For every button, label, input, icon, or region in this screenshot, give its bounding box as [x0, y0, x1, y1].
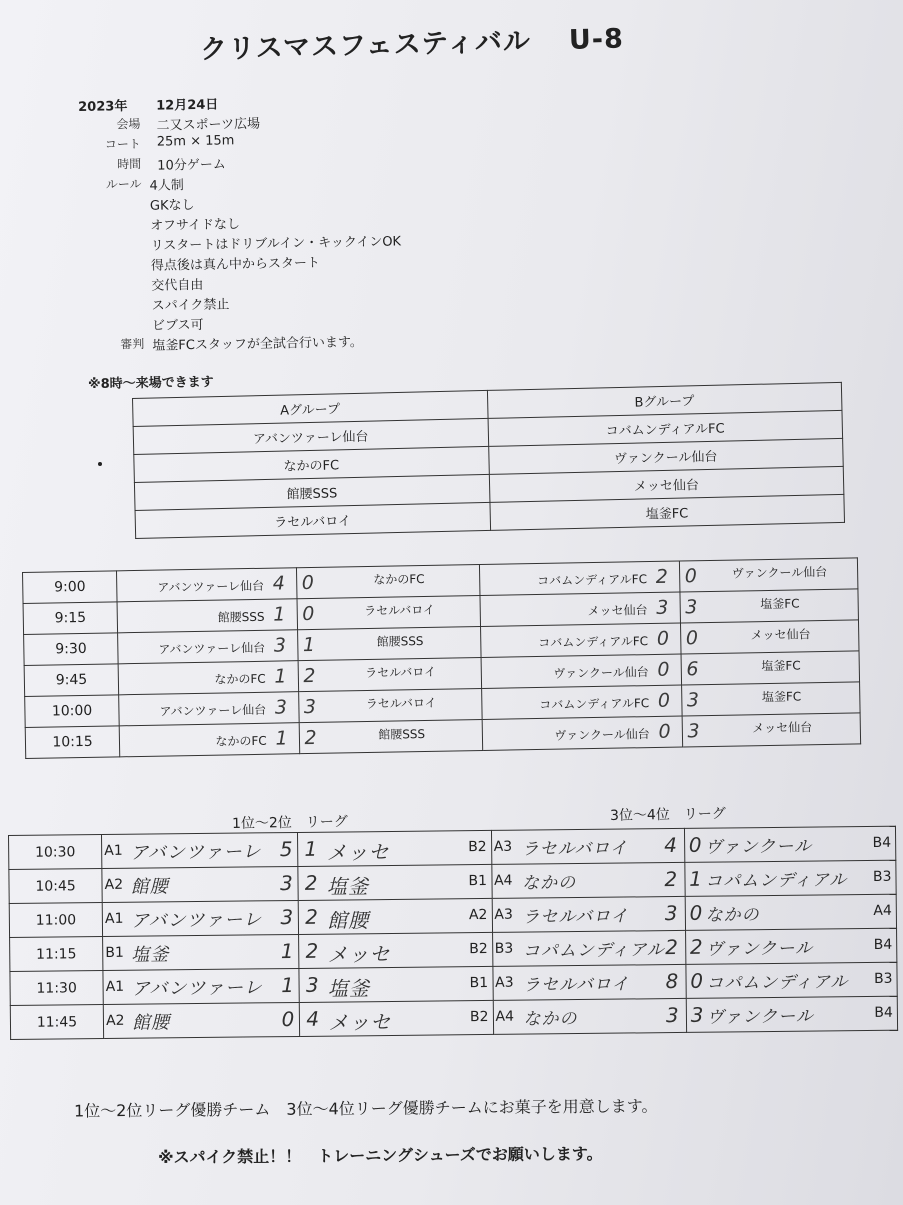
rule-label: ルール: [105, 176, 142, 192]
match-time: 9:15: [23, 602, 118, 635]
away-team: なかの: [705, 905, 760, 926]
group-a-home-cell: [118, 630, 298, 664]
home-score: 4: [272, 572, 286, 595]
away-score: 0: [302, 602, 315, 626]
group-b-team: メッセ仙台: [489, 466, 844, 502]
match-time: 10:45: [9, 869, 102, 904]
away-team: 塩釜FC: [761, 689, 802, 705]
away-score: 3: [690, 1002, 705, 1027]
home-score: 2: [665, 934, 680, 960]
seed-code: A1: [104, 842, 123, 859]
group-b-team: コバムンディアルFC: [488, 410, 843, 446]
year: 2023年: [78, 99, 128, 115]
home-team: コパムンディアル: [522, 940, 665, 962]
title-text: クリスマスフェスティバル: [199, 25, 532, 66]
group-a-team: ラセルバロイ: [135, 502, 490, 538]
seed-code: A3: [495, 974, 514, 991]
group-b-home-cell: [479, 561, 679, 595]
bottom-away-cell: [686, 962, 898, 998]
home-team: ラセルバロイ: [523, 974, 630, 996]
bottom-home-cell: [492, 896, 686, 932]
home-score: 1: [274, 665, 287, 688]
away-score: 0: [690, 968, 705, 993]
away-score: 3: [686, 689, 700, 712]
seed-code: B3: [494, 940, 514, 957]
home-team: なかの: [523, 1009, 578, 1030]
home-score: 3: [274, 696, 288, 719]
seed-code: B2: [468, 838, 487, 856]
bottom-home-cell: [491, 862, 685, 898]
away-team: ラセルバロイ: [365, 664, 437, 681]
home-score: 0: [658, 720, 671, 743]
away-score: 2: [304, 870, 319, 895]
home-team: ヴァンクール仙台: [554, 727, 650, 743]
home-score: 2: [664, 866, 679, 892]
rule-item: 4人制: [149, 178, 184, 194]
home-score: 1: [275, 727, 288, 750]
group-a-away-cell: [297, 596, 481, 630]
spike-warning: ※スパイク禁止！！ トレーニングシューズでお願いします。: [157, 1144, 603, 1167]
seed-code: B1: [468, 872, 488, 890]
away-score: 0: [685, 627, 699, 650]
top-home-cell: [102, 866, 299, 902]
away-team: ラセルバロイ: [364, 602, 436, 619]
rule-item: 得点後は真ん中からスタート: [150, 255, 321, 274]
away-score: 3: [685, 596, 698, 619]
home-team: なかのFC: [215, 733, 267, 749]
league-top-header: 1位～2位 リーグ: [231, 813, 348, 833]
home-score: 3: [280, 905, 295, 930]
group-b-team: ヴァンクール仙台: [488, 438, 843, 474]
home-team: 館腰: [130, 876, 169, 898]
home-score: 3: [656, 596, 669, 619]
seed-code: A3: [493, 838, 513, 855]
bottom-away-cell: [684, 826, 896, 862]
final-league-schedule: [8, 826, 898, 1040]
group-a-home-cell: [117, 599, 297, 633]
home-score: 4: [664, 832, 678, 858]
away-score: 1: [304, 836, 319, 861]
rule-item: リスタートはドリブルイン・キックインOK: [150, 234, 402, 254]
time-label: 時間: [117, 156, 142, 172]
seed-code: A1: [105, 978, 125, 995]
group-a-team: なかのFC: [134, 446, 489, 482]
home-score: 1: [273, 603, 286, 626]
away-team: なかのFC: [373, 571, 425, 587]
away-score: 0: [688, 832, 703, 857]
away-team: ヴァンクール仙台: [731, 564, 828, 581]
group-b-away-cell: [680, 589, 859, 623]
home-team: ラセルバロイ: [522, 906, 629, 928]
group-b-away-cell: [680, 620, 859, 654]
seed-code: A4: [873, 902, 892, 919]
seed-code: A2: [468, 906, 488, 924]
group-a-team: 館腰SSS: [134, 474, 489, 510]
home-team: 館腰: [131, 1012, 171, 1034]
home-team: コバムンディアルFC: [537, 572, 648, 589]
away-team: 館腰: [327, 908, 370, 933]
rule-item: GKなし: [149, 197, 195, 214]
away-score: 4: [306, 1006, 321, 1031]
top-home-cell: [102, 900, 299, 936]
away-score: 0: [689, 900, 704, 925]
home-team: なかの: [521, 873, 577, 894]
away-team: 塩釜: [327, 976, 371, 1001]
rule-item: ビブス可: [151, 317, 204, 334]
away-team: ラセルバロイ: [365, 695, 437, 712]
home-team: アバンツァーレ: [131, 977, 263, 1000]
away-score: 0: [684, 565, 698, 588]
away-score: 1: [689, 866, 704, 891]
home-team: コバムンディアルFC: [539, 696, 650, 712]
home-team: 塩釜: [131, 944, 170, 966]
home-score: 0: [657, 689, 671, 712]
date: 12月24日: [156, 97, 219, 114]
away-team: 館腰SSS: [376, 634, 424, 649]
match-time: 10:00: [25, 695, 120, 728]
group-a-away-cell: [297, 627, 481, 661]
home-team: コバムンディアルFC: [538, 634, 649, 650]
top-away-cell: [299, 898, 493, 934]
bottom-home-cell: [491, 828, 685, 864]
bottom-home-cell: [492, 930, 686, 966]
seed-code: A4: [493, 872, 513, 889]
away-score: 1: [302, 633, 316, 657]
match-time: 11:45: [10, 1005, 103, 1040]
event-info: [78, 88, 542, 356]
seed-code: B1: [469, 974, 489, 992]
away-team: メッセ仙台: [752, 720, 813, 736]
bottom-away-cell: [685, 928, 897, 964]
away-score: 6: [686, 658, 699, 681]
away-team: ヴァンクール: [704, 836, 813, 858]
referee-label: 審判: [120, 336, 145, 352]
rule-item: オフサイドなし: [150, 217, 241, 234]
group-a-home-cell: [119, 723, 299, 757]
group-b-home-cell: [482, 716, 682, 750]
home-score: 2: [655, 565, 669, 588]
seed-code: B3: [873, 970, 893, 987]
top-home-cell: [102, 832, 299, 868]
venue-label: 会場: [116, 116, 141, 132]
away-team: 塩釜FC: [761, 658, 801, 674]
top-away-cell: [300, 1000, 494, 1036]
home-team: メッセ仙台: [587, 603, 648, 619]
home-score: 0: [281, 1007, 296, 1032]
league-bottom-header: 3位～4位 リーグ: [609, 805, 726, 825]
group-b-home-cell: [482, 685, 682, 719]
away-score: 3: [687, 720, 700, 743]
away-team: メッセ: [327, 942, 391, 967]
home-score: 3: [664, 900, 679, 926]
away-team: コパムンディアル: [706, 972, 849, 994]
seed-code: B4: [874, 1004, 893, 1021]
top-home-cell: [103, 1002, 300, 1038]
away-team: 塩釜: [326, 874, 369, 899]
bottom-away-cell: [685, 860, 897, 896]
home-team: ラセルバロイ: [521, 838, 629, 860]
away-score: 0: [301, 571, 315, 595]
seed-code: A4: [495, 1008, 515, 1025]
court-label: コート: [104, 136, 141, 152]
away-team: メッセ仙台: [750, 627, 811, 643]
away-team: メッセ: [328, 1009, 392, 1035]
rule-item: 交代自由: [151, 277, 204, 294]
home-score: 5: [279, 837, 294, 862]
title-age-category: U-8: [568, 23, 625, 56]
group-b-away-cell: [681, 682, 860, 716]
seed-code: B2: [469, 1008, 489, 1026]
bottom-home-cell: [492, 964, 686, 1000]
seed-code: B1: [105, 944, 124, 961]
rule-item: スパイク禁止: [151, 297, 230, 314]
home-score: 3: [665, 1002, 680, 1028]
group-a-home-cell: [118, 661, 298, 695]
seed-code: B4: [872, 834, 892, 851]
home-team: 館腰SSS: [217, 609, 265, 625]
seed-code: A2: [104, 876, 124, 893]
match-time: 9:45: [24, 664, 119, 697]
group-b-team: 塩釜FC: [489, 494, 844, 530]
away-score: 2: [305, 938, 320, 963]
away-score: 2: [303, 664, 316, 688]
group-a-home-cell: [119, 692, 299, 726]
top-home-cell: [103, 934, 300, 970]
court-value: 25m × 15m: [156, 133, 235, 150]
home-team: アバンツァーレ仙台: [158, 640, 266, 657]
seed-code: A2: [105, 1012, 125, 1029]
venue-value: 二又スポーツ広場: [156, 116, 261, 134]
away-team: 館腰SSS: [378, 726, 426, 742]
match-time: 9:30: [24, 633, 119, 666]
home-score: 0: [657, 658, 670, 681]
match-time: 11:30: [10, 971, 103, 1006]
match-time: 11:00: [9, 903, 102, 938]
group-a-header: Aグループ: [133, 390, 488, 426]
away-score: 2: [304, 726, 317, 750]
away-team: 塩釜FC: [760, 596, 800, 612]
home-team: アバンツァーレ: [130, 909, 263, 932]
bottom-home-cell: [493, 998, 687, 1034]
arrival-note: ※8時～来場できます: [87, 374, 214, 393]
home-team: ヴァンクール仙台: [553, 665, 649, 681]
group-b-home-cell: [480, 592, 680, 626]
top-home-cell: [103, 968, 300, 1004]
away-score: 2: [305, 904, 320, 929]
time-value: 10分ゲーム: [157, 157, 226, 174]
group-a-team: アバンツァーレ仙台: [133, 418, 488, 454]
match-time: 11:15: [10, 937, 103, 972]
group-a-away-cell: [296, 565, 480, 599]
group-b-home-cell: [481, 623, 681, 657]
page-title: [200, 16, 625, 66]
bottom-away-cell: [685, 894, 897, 930]
away-team: ヴァンクール: [706, 1006, 814, 1028]
seed-code: B2: [469, 940, 488, 958]
away-team: メッセ: [326, 840, 390, 865]
group-stage-schedule: [22, 557, 861, 759]
group-b-home-cell: [481, 654, 681, 688]
group-b-away-cell: [679, 558, 858, 592]
home-team: アバンツァーレ: [130, 841, 262, 864]
away-score: 2: [689, 934, 704, 959]
groups-table: [132, 382, 845, 539]
group-a-away-cell: [298, 658, 482, 692]
home-score: 8: [665, 968, 680, 994]
match-time: 10:30: [9, 835, 102, 870]
group-a-home-cell: [117, 568, 297, 602]
home-score: 1: [281, 973, 296, 998]
prize-note: 1位～2位リーグ優勝チーム 3位～4位リーグ優勝チームにお菓子を用意します。: [73, 1096, 658, 1121]
home-team: なかのFC: [214, 671, 266, 687]
home-score: 0: [656, 627, 670, 650]
home-score: 3: [279, 871, 294, 896]
home-team: アバンツァーレ仙台: [159, 702, 267, 719]
top-away-cell: [298, 864, 492, 900]
group-b-away-cell: [681, 651, 860, 685]
away-score: 3: [305, 972, 320, 997]
top-away-cell: [299, 966, 493, 1002]
away-team: コパムンディアル: [705, 870, 848, 892]
seed-code: A1: [104, 910, 124, 927]
bottom-away-cell: [686, 996, 898, 1032]
group-b-header: Bグループ: [487, 382, 842, 418]
seed-code: A3: [494, 906, 513, 923]
seed-code: B3: [872, 868, 892, 885]
away-team: ヴァンクール: [705, 938, 814, 960]
match-time: 10:15: [25, 726, 120, 759]
group-a-away-cell: [298, 688, 482, 722]
home-score: 1: [280, 939, 295, 964]
seed-code: B4: [873, 936, 893, 953]
top-away-cell: [298, 830, 492, 866]
group-b-away-cell: [682, 713, 861, 747]
match-time: 9:00: [23, 571, 118, 604]
home-score: 3: [273, 634, 287, 657]
home-team: アバンツァーレ仙台: [157, 578, 265, 595]
group-a-away-cell: [299, 719, 483, 753]
referee-value: 塩釜FCスタッフが全試合行います。: [152, 335, 363, 354]
top-away-cell: [299, 932, 493, 968]
ink-dot: [98, 462, 102, 466]
away-score: 3: [303, 695, 317, 719]
